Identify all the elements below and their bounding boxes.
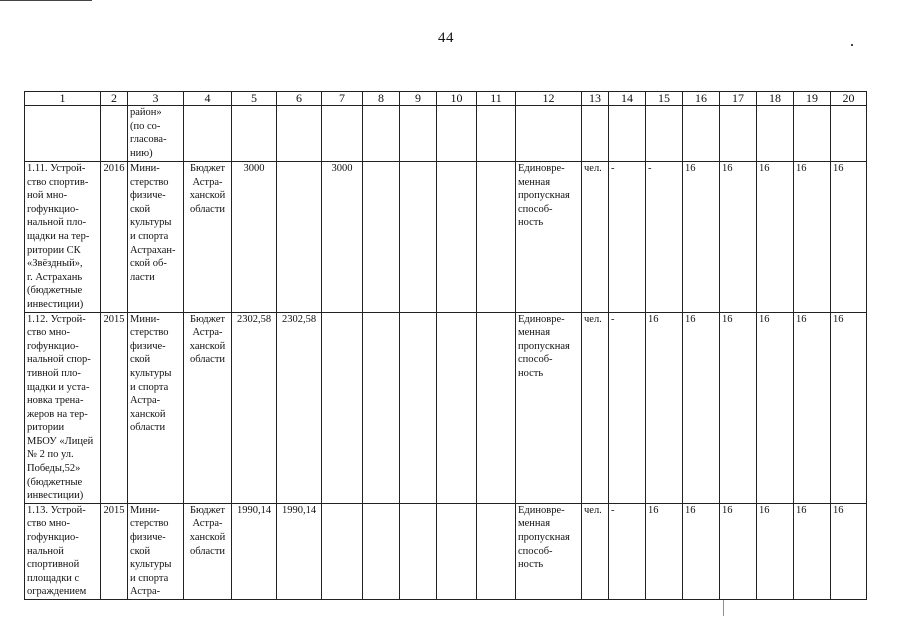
- table-row: [25, 106, 867, 162]
- table-cell: [582, 106, 609, 162]
- table-cell: 1990,14: [232, 503, 277, 599]
- col-header: 11: [477, 92, 516, 106]
- table-cell: 16: [646, 503, 683, 599]
- table-cell: [477, 503, 516, 599]
- col-header: 7: [322, 92, 363, 106]
- col-header: 19: [794, 92, 831, 106]
- col-header: 13: [582, 92, 609, 106]
- data-table: [24, 91, 867, 600]
- table-cell: [477, 162, 516, 313]
- col-header: 3: [128, 92, 184, 106]
- table-cell: [400, 503, 437, 599]
- table-row: [25, 503, 867, 599]
- table-cell: [400, 162, 437, 313]
- table-cell: Единовре- менная пропускная способ- ность: [516, 312, 582, 503]
- table-cell: [232, 106, 277, 162]
- table-cell: 16: [794, 162, 831, 313]
- table-cell: 16: [683, 162, 720, 313]
- table-cell: [101, 106, 128, 162]
- scan-right-speck: [851, 44, 853, 46]
- table-cell: Мини- стерство физиче- ской культуры и спорта Астра- ханской области: [128, 312, 184, 503]
- table-cell: 16: [794, 312, 831, 503]
- table-cell: Бюджет Астра- ханской области: [184, 503, 232, 599]
- table-cell: -: [609, 162, 646, 313]
- table-cell: [277, 162, 322, 313]
- table-cell: 1990,14: [277, 503, 322, 599]
- table-cell: Единовре- менная пропускная способ- ность: [516, 162, 582, 313]
- table-cell: чел.: [582, 312, 609, 503]
- table-cell: 3000: [322, 162, 363, 313]
- table-cell: 1.12. Устрой- ство мно- гофункцио- нальной спор- тивной пло- щадки и уста- новка трена- жеров на тер- ритории МБОУ «Лицей № 2 по ул. Победы,52» (бюджетные инвестиции): [25, 312, 101, 503]
- table-cell: [437, 312, 477, 503]
- table-cell: 2302,58: [232, 312, 277, 503]
- table-cell: [477, 312, 516, 503]
- table-cell: Единовре- менная пропускная способ- ность: [516, 503, 582, 599]
- table-cell: 16: [794, 503, 831, 599]
- table-cell: [363, 106, 400, 162]
- table-cell: [437, 162, 477, 313]
- table-cell: район» (по со- гласова- нию): [128, 106, 184, 162]
- table-cell: -: [609, 503, 646, 599]
- table-cell: 16: [720, 503, 757, 599]
- col-header: 17: [720, 92, 757, 106]
- table-cell: 16: [831, 503, 867, 599]
- table-cell: 16: [831, 312, 867, 503]
- table-cell: 16: [646, 312, 683, 503]
- table-cell: [363, 162, 400, 313]
- table-cell: 2016: [101, 162, 128, 313]
- col-header: 20: [831, 92, 867, 106]
- scan-edge-mark: [0, 0, 92, 1]
- table-cell: -: [609, 312, 646, 503]
- table-cell: Мини- стерство физиче- ской культуры и спорта Астра-: [128, 503, 184, 599]
- table-cell: [794, 106, 831, 162]
- scan-bottom-speck: [723, 600, 724, 616]
- table-cell: 1.11. Устрой- ство спортив- ной мно- гофункцио- нальной пло- щадки на тер- ритории СК «Звёздный», г. Астрахань (бюджетные инвестиции): [25, 162, 101, 313]
- table-cell: Мини- стерство физиче- ской культуры и спорта Астрахан- ской об- ласти: [128, 162, 184, 313]
- table-cell: 16: [720, 312, 757, 503]
- table-cell: [516, 106, 582, 162]
- table-cell: 2015: [101, 503, 128, 599]
- table-cell: 16: [831, 162, 867, 313]
- table-cell: 16: [683, 312, 720, 503]
- col-header: 12: [516, 92, 582, 106]
- table-cell: Бюджет Астра- ханской области: [184, 162, 232, 313]
- table-cell: [277, 106, 322, 162]
- col-header: 15: [646, 92, 683, 106]
- table-cell: [437, 106, 477, 162]
- table-cell: [477, 106, 516, 162]
- table-cell: чел.: [582, 503, 609, 599]
- table-cell: [363, 503, 400, 599]
- table-cell: [609, 106, 646, 162]
- col-header: 14: [609, 92, 646, 106]
- table-cell: [322, 106, 363, 162]
- page-number: 44: [438, 30, 454, 46]
- table-cell: [400, 106, 437, 162]
- table-cell: [646, 106, 683, 162]
- table-cell: 16: [683, 503, 720, 599]
- table-cell: [757, 106, 794, 162]
- table-cell: [720, 106, 757, 162]
- table-cell: [363, 312, 400, 503]
- col-header: 1: [25, 92, 101, 106]
- table-cell: 1.13. Устрой- ство мно- гофункцио- нальной спортивной площадки с ограждением: [25, 503, 101, 599]
- col-header: 18: [757, 92, 794, 106]
- header-row: [25, 92, 867, 106]
- col-header: 9: [400, 92, 437, 106]
- col-header: 16: [683, 92, 720, 106]
- col-header: 4: [184, 92, 232, 106]
- table-cell: [400, 312, 437, 503]
- table-cell: Бюджет Астра- ханской области: [184, 312, 232, 503]
- table-cell: 2302,58: [277, 312, 322, 503]
- col-header: 8: [363, 92, 400, 106]
- table-cell: 2015: [101, 312, 128, 503]
- table-cell: [437, 503, 477, 599]
- col-header: 5: [232, 92, 277, 106]
- table-cell: 3000: [232, 162, 277, 313]
- table-cell: -: [646, 162, 683, 313]
- table-cell: 16: [720, 162, 757, 313]
- col-header: 2: [101, 92, 128, 106]
- table-row: [25, 312, 867, 503]
- table-cell: 16: [757, 503, 794, 599]
- table-cell: [25, 106, 101, 162]
- table-cell: [322, 503, 363, 599]
- table-cell: [683, 106, 720, 162]
- table-cell: [184, 106, 232, 162]
- col-header: 10: [437, 92, 477, 106]
- col-header: 6: [277, 92, 322, 106]
- table-cell: 16: [757, 162, 794, 313]
- table-cell: 16: [757, 312, 794, 503]
- table-cell: чел.: [582, 162, 609, 313]
- table-cell: [831, 106, 867, 162]
- table-cell: [322, 312, 363, 503]
- table-row: [25, 162, 867, 313]
